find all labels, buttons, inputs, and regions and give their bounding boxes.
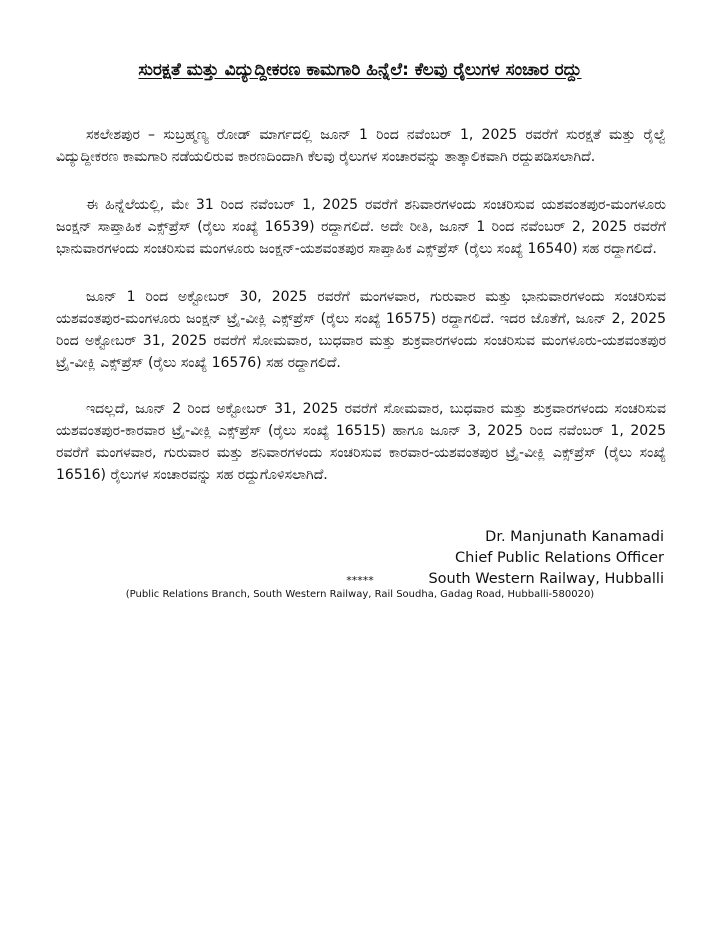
- signatory-designation: Chief Public Relations Officer: [455, 550, 664, 566]
- paragraph-1: ಸಕಲೇಶಪುರ – ಸುಬ್ರಹ್ಮಣ್ಯ ರೋಡ್ ಮಾರ್ಗದಲ್ಲಿ ಜೂನ್ 1 ರಿಂದ ನವೆಂಬರ್ 1, 2025 ರವರೆಗೆ ಸುರಕ್ಷತೆ ಮತ್ತು ರೈಲ್ವೆ ವಿದ್ಯುದ್ದೀಕರಣ ಕಾಮಗಾರಿ ನಡೆಯಲಿರುವ ಕಾರಣದಿಂದಾಗಿ ಕೆಲವು ರೈಲುಗಳ ಸಂಚಾರವನ್ನು ತಾತ್ಕಾಲಿಕವಾಗಿ ರದ್ದುಪಡಿಸಲಾಗಿದೆ.: [56, 127, 666, 165]
- separator-stars: *****: [346, 574, 374, 587]
- page-title: ಸುರಕ್ಷತೆ ಮತ್ತು ವಿದ್ಯುದ್ದೀಕರಣ ಕಾಮಗಾರಿ ಹಿನ್ನೆಲೆ: ಕೆಲವು ರೈಲುಗಳ ಸಂಚಾರ ರದ್ದು: [138, 60, 582, 80]
- footer-address: (Public Relations Branch, South Western Railway, Rail Soudha, Gadag Road, Hubballi-580020): [125, 589, 595, 600]
- paragraph-4: ಇದಲ್ಲದೆ, ಜೂನ್ 2 ರಿಂದ ಅಕ್ಟೋಬರ್ 31, 2025 ರವರೆಗೆ ಸೋಮವಾರ, ಬುಧವಾರ ಮತ್ತು ಶುಕ್ರವಾರಗಳಂದು ಸಂಚರಿಸುವ ಯಶವಂತಪುರ-ಕಾರವಾರ ಟ್ರೈ-ವೀಕ್ಲಿ ಎಕ್ಸ್‌ಪ್ರೆಸ್ (ರೈಲು ಸಂಖ್ಯೆ 16515) ಹಾಗೂ ಜೂನ್ 3, 2025 ರಿಂದ ನವೆಂಬರ್ 1, 2025 ರವರೆಗೆ ಮಂಗಳವಾರ, ಗುರುವಾರ ಮತ್ತು ಶನಿವಾರಗಳಂದು ಸಂಚರಿಸುವ ಕಾರವಾರ-ಯಶವಂತಪುರ ಟ್ರೈ-ವೀಕ್ಲಿ ಎಕ್ಸ್‌ಪ್ರೆಸ್ (ರೈಲು ಸಂಖ್ಯೆ 16516) ರೈಲುಗಳ ಸಂಚಾರವನ್ನು ಸಹ ರದ್ದುಗೊಳಿಸಲಾಗಿದೆ.: [56, 401, 666, 483]
- signatory-organization: South Western Railway, Hubballi: [428, 571, 664, 587]
- paragraph-3: ಜೂನ್ 1 ರಿಂದ ಅಕ್ಟೋಬರ್ 30, 2025 ರವರೆಗೆ ಮಂಗಳವಾರ, ಗುರುವಾರ ಮತ್ತು ಭಾನುವಾರಗಳಂದು ಸಂಚರಿಸುವ ಯಶವಂತಪುರ-ಮಂಗಳೂರು ಜಂಕ್ಷನ್ ಟ್ರೈ-ವೀಕ್ಲಿ ಎಕ್ಸ್‌ಪ್ರೆಸ್ (ರೈಲು ಸಂಖ್ಯೆ 16575) ರದ್ದಾಗಲಿದೆ. ಇದರ ಜೊತೆಗೆ, ಜೂನ್ 2, 2025 ರಿಂದ ಅಕ್ಟೋಬರ್ 31, 2025 ರವರೆಗೆ ಸೋಮವಾರ, ಬುಧವಾರ ಮತ್ತು ಶುಕ್ರವಾರಗಳಂದು ಸಂಚರಿಸುವ ಮಂಗಳೂರು-ಯಶವಂತಪುರ ಟ್ರೈ-ವೀಕ್ಲಿ ಎಕ್ಸ್‌ಪ್ರೆಸ್ (ರೈಲು ಸಂಖ್ಯೆ 16576) ಸಹ ರದ್ದಾಗಲಿದೆ.: [56, 289, 666, 371]
- signatory-name: Dr. Manjunath Kanamadi: [485, 529, 664, 545]
- paragraph-2: ಈ ಹಿನ್ನೆಲೆಯಲ್ಲಿ, ಮೇ 31 ರಿಂದ ನವೆಂಬರ್ 1, 2025 ರವರೆಗೆ ಶನಿವಾರಗಳಂದು ಸಂಚರಿಸುವ ಯಶವಂತಪುರ-ಮಂಗಳೂರು ಜಂಕ್ಷನ್ ಸಾಪ್ತಾಹಿಕ ಎಕ್ಸ್‌ಪ್ರೆಸ್ (ರೈಲು ಸಂಖ್ಯೆ 16539) ರದ್ದಾಗಲಿದೆ. ಅದೇ ರೀತಿ, ಜೂನ್ 1 ರಿಂದ ನವೆಂಬರ್ 2, 2025 ರವರೆಗೆ ಭಾನುವಾರಗಳಂದು ಸಂಚರಿಸುವ ಮಂಗಳೂರು ಜಂಕ್ಷನ್-ಯಶವಂತಪುರ ಸಾಪ್ತಾಹಿಕ ಎಕ್ಸ್‌ಪ್ರೆಸ್ (ರೈಲು ಸಂಖ್ಯೆ 16540) ಸಹ ರದ್ದಾಗಲಿದೆ.: [56, 197, 666, 257]
